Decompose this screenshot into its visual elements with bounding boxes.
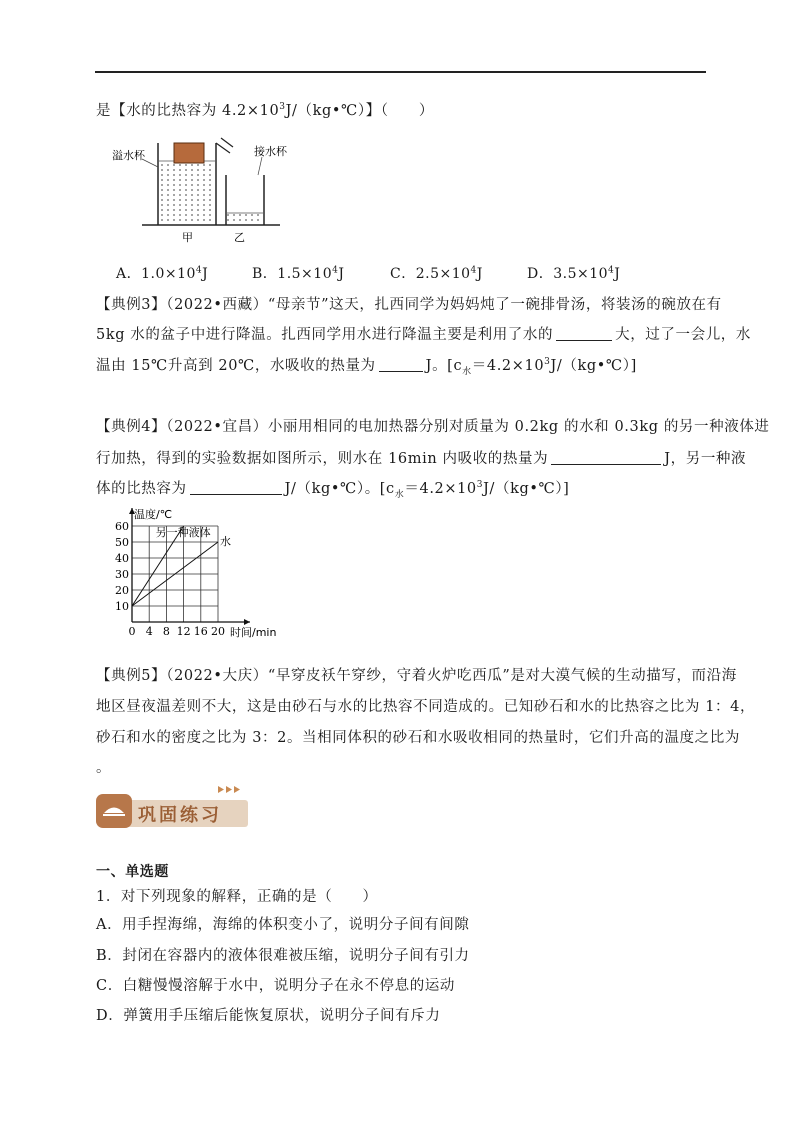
- answer-blank: [551, 450, 661, 465]
- x-axis-label: 时间/min: [230, 626, 277, 639]
- series-label-water: 水: [220, 535, 231, 548]
- ex5-line-2: 地区昼夜温差则不大，这是由砂石与水的比热容不同造成的。已知砂石和水的比热容之比为 1：4，: [96, 699, 756, 715]
- x-tick-label: 0: [128, 625, 136, 638]
- jia-label: 甲: [182, 231, 193, 244]
- question-1: 1．对下列现象的解释，正确的是（ ）: [96, 889, 378, 905]
- q2-tail-line: 是【水的比热容为 $4.2\times 10^3J/(kg•℃)$】（ ）: [96, 102, 434, 119]
- temperature-time-chart: [110, 500, 290, 650]
- y-tick-label: 10: [115, 600, 129, 613]
- answer-blank: [190, 480, 282, 495]
- catch-cup-label: 接水杯: [254, 145, 287, 158]
- q1-option-a: A．用手捏海绵，海绵的体积变小了，说明分子间有间隙: [96, 917, 470, 933]
- ex5-line-1: 【典例5】（2022•大庆）“早穿皮袄午穿纱，守着火炉吃西瓜”是对大漠气候的生动描写，而沿海: [96, 668, 737, 684]
- ex5-line-4: 。: [96, 760, 112, 776]
- wooden-block: [174, 143, 204, 163]
- overflow-cup-label: 溢水杯: [112, 149, 145, 162]
- ex3-line-1: 【典例3】（2022•西藏）“母亲节”这天，扎西同学为妈妈炖了一碗排骨汤，将装汤的碗放在有: [96, 297, 722, 313]
- section-heading: 一、单选题: [96, 864, 169, 880]
- x-axis-arrow: [244, 619, 250, 625]
- option-a: A．$1.0\times 10^4J$: [116, 265, 209, 282]
- series-label-other-liquid: 另一种液体: [155, 526, 211, 539]
- y-tick-label: 30: [115, 568, 129, 581]
- banner-title: 巩固练习: [138, 805, 222, 826]
- overflow-cup-figure: [112, 133, 287, 245]
- ex3-line-3: 温由 15℃升高到 20℃，水吸收的热量为 J。$[c_水=4.2\times 10^3J/(kg•℃)]$: [96, 357, 637, 377]
- ex5-line-3: 砂石和水的密度之比为 3：2。当相同体积的砂石和水吸收相同的热量时，它们升高的温度之比为: [96, 730, 740, 746]
- triangle-arrows-icon: [218, 786, 240, 793]
- option-c: C．$2.5\times 10^4J$: [390, 265, 483, 282]
- x-tick-label: 4: [145, 625, 153, 638]
- answer-blank: [379, 357, 423, 372]
- y-tick-label: 50: [115, 536, 129, 549]
- y-tick-label: 20: [115, 584, 129, 597]
- ex4-line-1: 【典例4】（2022•宜昌）小丽用相同的电加热器分别对质量为 0.2kg 的水和 0.3kg 的另一种液体进: [96, 419, 770, 435]
- x-tick-label: 20: [211, 625, 225, 638]
- q1-option-b: B．封闭在容器内的液体很难被压缩，说明分子间有引力: [96, 948, 470, 964]
- header-rule: [95, 71, 706, 73]
- answer-blank: [556, 326, 612, 341]
- option-d: D．$3.5\times 10^4J$: [527, 265, 621, 282]
- ex4-line-2: 行加热，得到的实验数据如图所示，则水在 16min 内吸收的热量为 J，另一种液: [96, 451, 747, 467]
- q1-option-c: C．白糖慢慢溶解于水中，说明分子在永不停息的运动: [96, 978, 455, 994]
- ex3-line-2: 5kg 水的盆子中进行降温。扎西同学用水进行降温主要是利用了水的 大，过了一会儿，水: [96, 327, 752, 343]
- yi-label: 乙: [234, 231, 245, 244]
- x-tick-label: 16: [193, 625, 208, 638]
- option-b: B．$1.5\times 10^4J$: [252, 265, 345, 282]
- x-tick-label: 8: [162, 625, 170, 638]
- q1-option-d: D．弹簧用手压缩后能恢复原状，说明分子间有斥力: [96, 1008, 441, 1024]
- ex4-line-3: 体的比热容为 J/（kg•℃）。$[c_水=4.2\times 10^3J/(kg•℃)]$: [96, 480, 570, 500]
- y-tick-label: 60: [115, 520, 129, 533]
- section-banner: [96, 780, 256, 832]
- x-tick-label: 12: [176, 625, 191, 638]
- y-tick-label: 40: [115, 552, 129, 565]
- y-axis-label: 温度/℃: [134, 508, 173, 521]
